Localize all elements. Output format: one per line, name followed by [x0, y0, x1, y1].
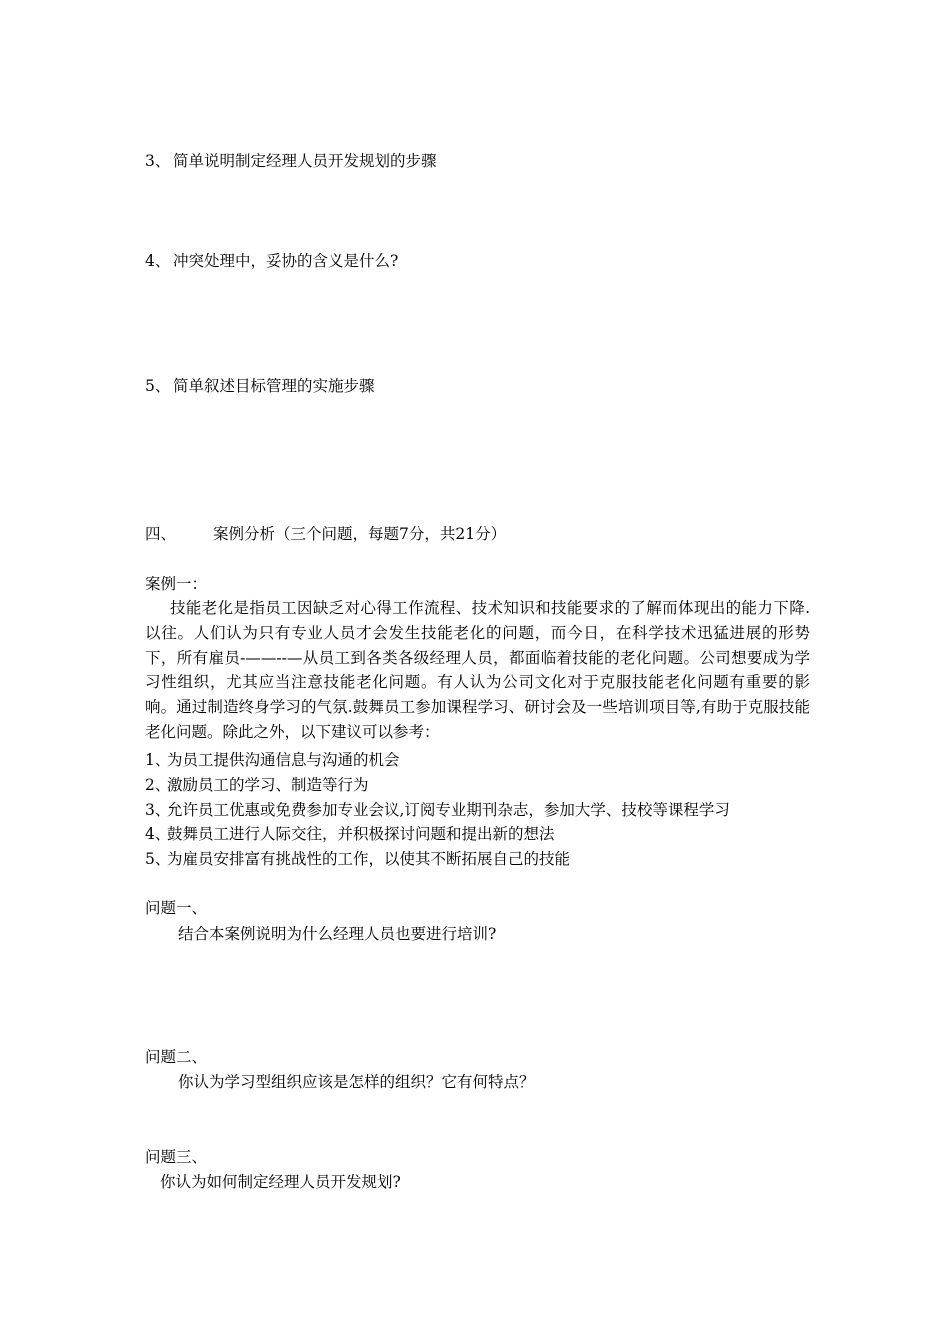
question-number: 4、	[145, 252, 171, 270]
list-item-text: 鼓舞员工进行人际交往，并积极探讨问题和提出新的想法	[167, 825, 555, 844]
list-item-number: 5、	[145, 850, 171, 869]
problem-2-label: 问题二、	[145, 1048, 208, 1066]
question-number: 3、	[145, 152, 171, 170]
section-heading	[145, 524, 506, 544]
list-item-text: 为员工提供沟通信息与沟通的机会	[167, 751, 400, 769]
question-5	[145, 376, 375, 396]
case-heading: 案例一：	[145, 575, 208, 593]
section-number: 四、	[145, 525, 177, 543]
list-item-text: 为雇员安排富有挑战性的工作，以使其不断拓展自己的技能	[167, 850, 571, 869]
question-text: 简单叙述目标管理的实施步骤	[173, 377, 375, 395]
list-item	[145, 748, 730, 773]
problem-3-label: 问题三、	[145, 1148, 208, 1166]
list-item	[145, 822, 730, 847]
list-item	[145, 847, 730, 872]
list-item	[145, 798, 730, 823]
suggestion-list	[145, 748, 730, 872]
case-paragraph: 技能老化是指员工因缺乏对心得工作流程、技术知识和技能要求的了解而体现出的能力下降.以往。人们认为只有专业人员才会发生技能老化的问题，而今日，在科学技术迅猛进展的形势下，所有雇员-——--—从员工到各类各级经理人员，都面临着技能的老化问题。公司想要成为学习性组织，尤其应当注意技能老化问题。有人认为公司文化对于克服技能老化问题有重要的影响。通过制造终身学习的气氛.鼓舞员工参加课程学习、研讨会及一些培训项目等,有助于克服技能老化问题。除此之外，以下建议可以参考：	[145, 599, 810, 741]
question-3	[145, 151, 437, 171]
question-text: 冲突处理中，妥协的含义是什么?	[173, 252, 399, 270]
list-item	[145, 773, 730, 798]
problem-3-text: 你认为如何制定经理人员开发规划?	[160, 1173, 401, 1191]
problem-2-text: 你认为学习型组织应该是怎样的组织？它有何特点？	[178, 1073, 535, 1091]
list-item-text: 激励员工的学习、制造等行为	[167, 775, 369, 794]
section-title: 案例分析（三个问题，每题7分，共21分）	[213, 525, 507, 543]
list-item-number: 4、	[145, 825, 171, 844]
list-item-number: 3、	[145, 800, 171, 819]
question-4	[145, 251, 398, 271]
list-item-number: 2、	[145, 775, 171, 794]
list-item-number: 1、	[145, 751, 171, 769]
question-text: 简单说明制定经理人员开发规划的步骤	[173, 152, 437, 170]
problem-1-text: 结合本案例说明为什么经理人员也要进行培训?	[178, 925, 497, 943]
problem-1-label: 问题一、	[145, 899, 208, 917]
question-number: 5、	[145, 377, 171, 395]
list-item-text: 允许员工优惠或免费参加专业会议,订阅专业期刊杂志，参加大学、技校等课程学习	[167, 800, 730, 819]
